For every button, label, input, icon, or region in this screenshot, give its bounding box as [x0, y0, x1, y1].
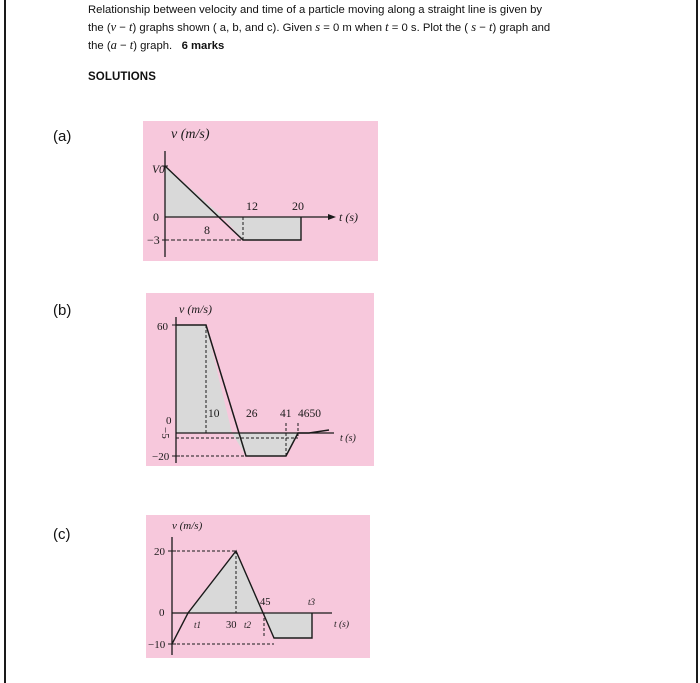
graph-b-zero-label: 0	[166, 415, 172, 427]
question-line-2: the (v − t) graphs shown ( a, b, and c). Given s = 0 m when t = 0 s. Plot the ( s − t) graph and	[88, 20, 551, 34]
graph-a-t8-label: 8	[204, 223, 210, 237]
graph-c-panel	[146, 515, 370, 658]
part-b-label: (b)	[53, 302, 72, 319]
graph-b-t4650-label: 4650	[298, 408, 321, 420]
marks-label: 6 marks	[181, 40, 225, 52]
graph-b-xlabel: t (s)	[340, 433, 356, 444]
question-line-1: Relationship between velocity and time of a particle moving along a straight line is given by	[88, 4, 543, 16]
graph-c-t1-label: t1	[194, 620, 202, 630]
solutions-heading: SOLUTIONS	[88, 71, 156, 83]
graph-c-ylabel: v (m/s)	[172, 520, 203, 532]
graph-b-neg20-label: −20	[152, 451, 170, 463]
graph-a-zero-label: 0	[153, 210, 159, 224]
question-line-3: the (a − t) graph. 6 marks	[88, 38, 225, 52]
graph-c	[146, 515, 370, 658]
graph-b	[146, 293, 374, 466]
graph-b-t26-label: 26	[246, 408, 258, 420]
graph-b-ylabel: v (m/s)	[179, 302, 212, 316]
graph-c-t45-label: 45	[260, 597, 271, 608]
graph-a-neg3-label: −3	[147, 233, 160, 247]
graph-c-xlabel: t (s)	[334, 620, 350, 630]
right-border-rule	[696, 0, 698, 683]
question-text	[88, 2, 688, 55]
graph-b-t41-label: 41	[280, 408, 292, 420]
graph-a-t20-label: 20	[292, 199, 304, 213]
graph-a-ylabel: v (m/s)	[171, 127, 210, 142]
left-border-rule	[4, 0, 6, 683]
graph-a	[143, 121, 378, 261]
graph-b-t10-label: 10	[208, 408, 220, 420]
graph-c-y20-label: 20	[154, 546, 165, 558]
graph-a-t12-label: 12	[246, 199, 258, 213]
graph-c-t3-label: t3	[308, 597, 316, 607]
graph-c-neg10-label: −10	[148, 639, 166, 651]
graph-b-neg5-label: −5	[159, 427, 171, 439]
graph-a-xlabel: t (s)	[339, 210, 358, 224]
part-a-label: (a)	[53, 128, 72, 145]
graph-c-zero-label: 0	[159, 607, 165, 619]
graph-a-v0-label: V0	[152, 164, 165, 176]
graph-c-t2-label: t2	[244, 620, 252, 630]
graph-b-y60-label: 60	[157, 321, 168, 333]
graph-c-t30-label: 30	[226, 620, 237, 631]
part-c-label: (c)	[53, 526, 71, 543]
